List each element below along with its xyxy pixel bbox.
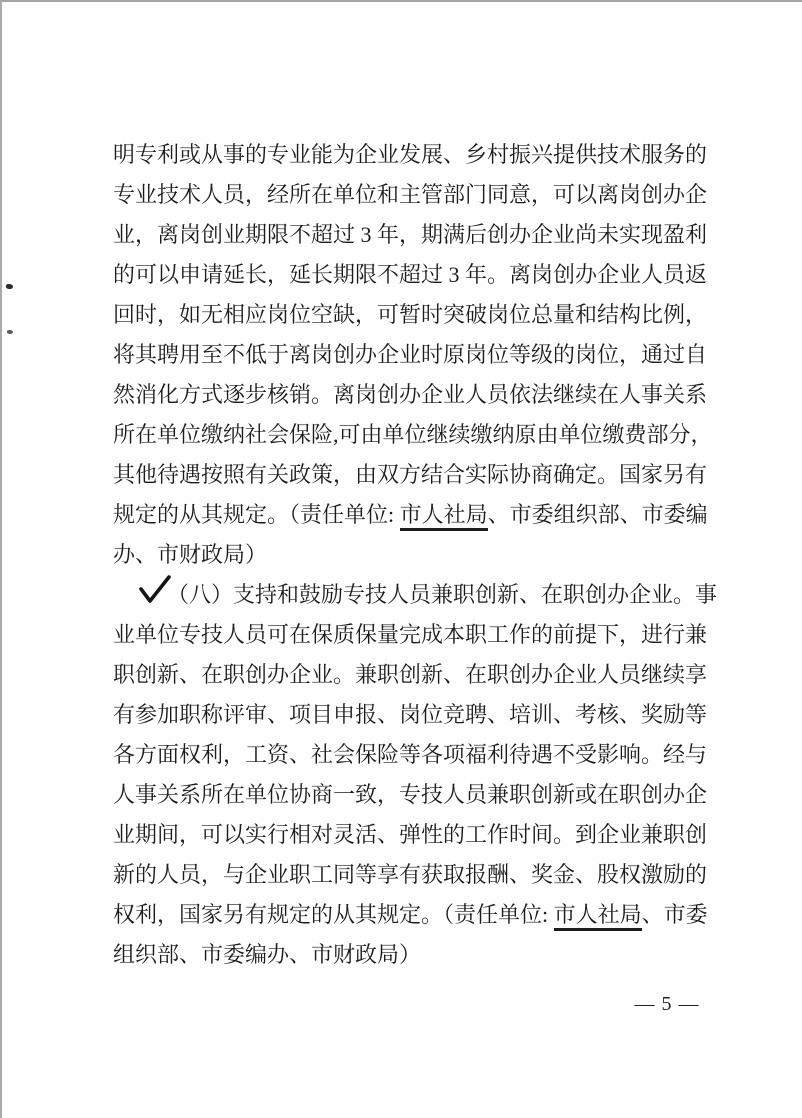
document-body [113, 135, 718, 975]
text-line: 然消化方式逐步核销。离岗创办企业人员依法继续在人事关系 [113, 382, 708, 407]
text-line: 有参加职称评审、项目申报、岗位竞聘、培训、考核、奖励等 [113, 702, 708, 727]
text-line: 人事关系所在单位协商一致，专技人员兼职创新或在职创办企 [113, 782, 708, 807]
text-line: 明专利或从事的专业能为企业发展、乡村振兴提供技术服务的 [113, 142, 708, 167]
text-line: 专业技术人员，经所在单位和主管部门同意，可以离岗创办企 [113, 182, 708, 207]
paragraph-item-8 [113, 575, 718, 975]
text-line: 回时，如无相应岗位空缺，可暂时突破岗位总量和结构比例， [113, 302, 708, 327]
page-number: — 5 — [634, 993, 700, 1015]
text-line: 规定的从其规定。（责任单位: 市人社局、市委组织部、市委编 [113, 495, 701, 535]
pen-underline-annotation: 市人社局 [400, 502, 488, 531]
text-line: 的可以申请延长，延长期限不超过 3 年。离岗创办企业人员返 [113, 262, 708, 287]
ink-speck [7, 330, 13, 334]
paragraph-continuation [113, 135, 713, 575]
text-line: 新的人员，与企业职工同等享有获取报酬、奖金、股权激励的 [113, 862, 708, 887]
scan-edge-left [0, 0, 2, 1118]
text-line: 权利，国家另有规定的从其规定。（责任单位: 市人社局、市委 [113, 895, 701, 935]
text-line: 将其聘用至不低于离岗创办企业时原岗位等级的岗位，通过自 [113, 342, 708, 367]
text-line: 各方面权利，工资、社会保险等各项福利待遇不受影响。经与 [113, 742, 708, 767]
scan-edge-top [0, 0, 802, 2]
checkmark-icon [138, 575, 172, 605]
text-line: 其他待遇按照有关政策，由双方结合实际协商确定。国家另有 [113, 462, 708, 487]
text-line: 业期间，可以实行相对灵活、弹性的工作时间。到企业兼职创 [113, 822, 708, 847]
ink-speck [6, 284, 13, 289]
text-line: 业，离岗创业期限不超过 3 年，期满后创办企业尚未实现盈利 [113, 222, 708, 247]
pen-underline-annotation: 市人社局 [554, 902, 642, 931]
text-line: 业单位专技人员可在保质保量完成本职工作的前提下，进行兼 [113, 622, 708, 647]
text-line: 组织部、市委编办、市财政局） [113, 942, 422, 967]
text-line: 职创新、在职创办企业。兼职创新、在职创办企业人员继续享 [113, 662, 708, 687]
text-line: 办、市财政局） [113, 542, 268, 567]
text-line: （八）支持和鼓励专技人员兼职创新、在职创办企业。事 [167, 582, 718, 607]
text-line: 所在单位缴纳社会保险,可由单位继续缴纳原由单位缴费部分， [113, 422, 713, 447]
